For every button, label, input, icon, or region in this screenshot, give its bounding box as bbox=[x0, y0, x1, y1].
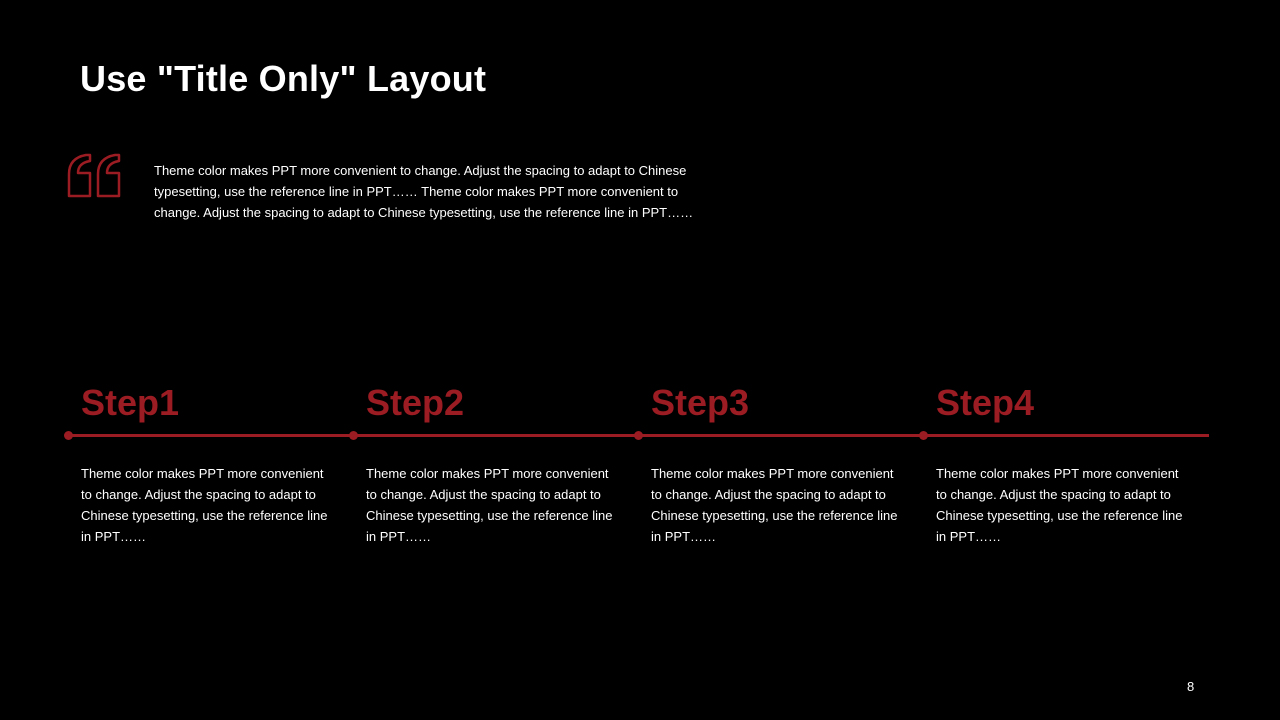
step-3 bbox=[651, 380, 911, 547]
timeline-dot-2 bbox=[349, 431, 358, 440]
step-4 bbox=[936, 380, 1196, 547]
quote-mark-icon bbox=[66, 152, 124, 198]
step-title: Step1 bbox=[81, 382, 180, 423]
step-title: Step4 bbox=[936, 382, 1035, 423]
step-description: Theme color makes PPT more convenient to change. Adjust the spacing to adapt to Chinese typesetting, use the reference line in PPT…… bbox=[366, 466, 613, 544]
timeline-dot-1 bbox=[64, 431, 73, 440]
step-title: Step3 bbox=[651, 382, 750, 423]
step-2 bbox=[366, 380, 626, 547]
quote-text: Theme color makes PPT more convenient to change. Adjust the spacing to adapt to Chinese typesetting, use the reference line in PPT…… Theme color makes PPT more convenient to change. Adjust the spacing to adapt to Chinese typesetting, use the reference line in PPT…… bbox=[154, 163, 694, 220]
step-description: Theme color makes PPT more convenient to change. Adjust the spacing to adapt to Chinese typesetting, use the reference line in PPT…… bbox=[81, 466, 328, 544]
step-title: Step2 bbox=[366, 382, 465, 423]
timeline-dot-4 bbox=[919, 431, 928, 440]
step-description: Theme color makes PPT more convenient to change. Adjust the spacing to adapt to Chinese typesetting, use the reference line in PPT…… bbox=[936, 466, 1183, 544]
timeline-dot-3 bbox=[634, 431, 643, 440]
step-description: Theme color makes PPT more convenient to change. Adjust the spacing to adapt to Chinese typesetting, use the reference line in PPT…… bbox=[651, 466, 898, 544]
step-1 bbox=[81, 380, 341, 547]
slide-title: Use "Title Only" Layout bbox=[80, 58, 487, 99]
page-number: 8 bbox=[1187, 679, 1195, 694]
